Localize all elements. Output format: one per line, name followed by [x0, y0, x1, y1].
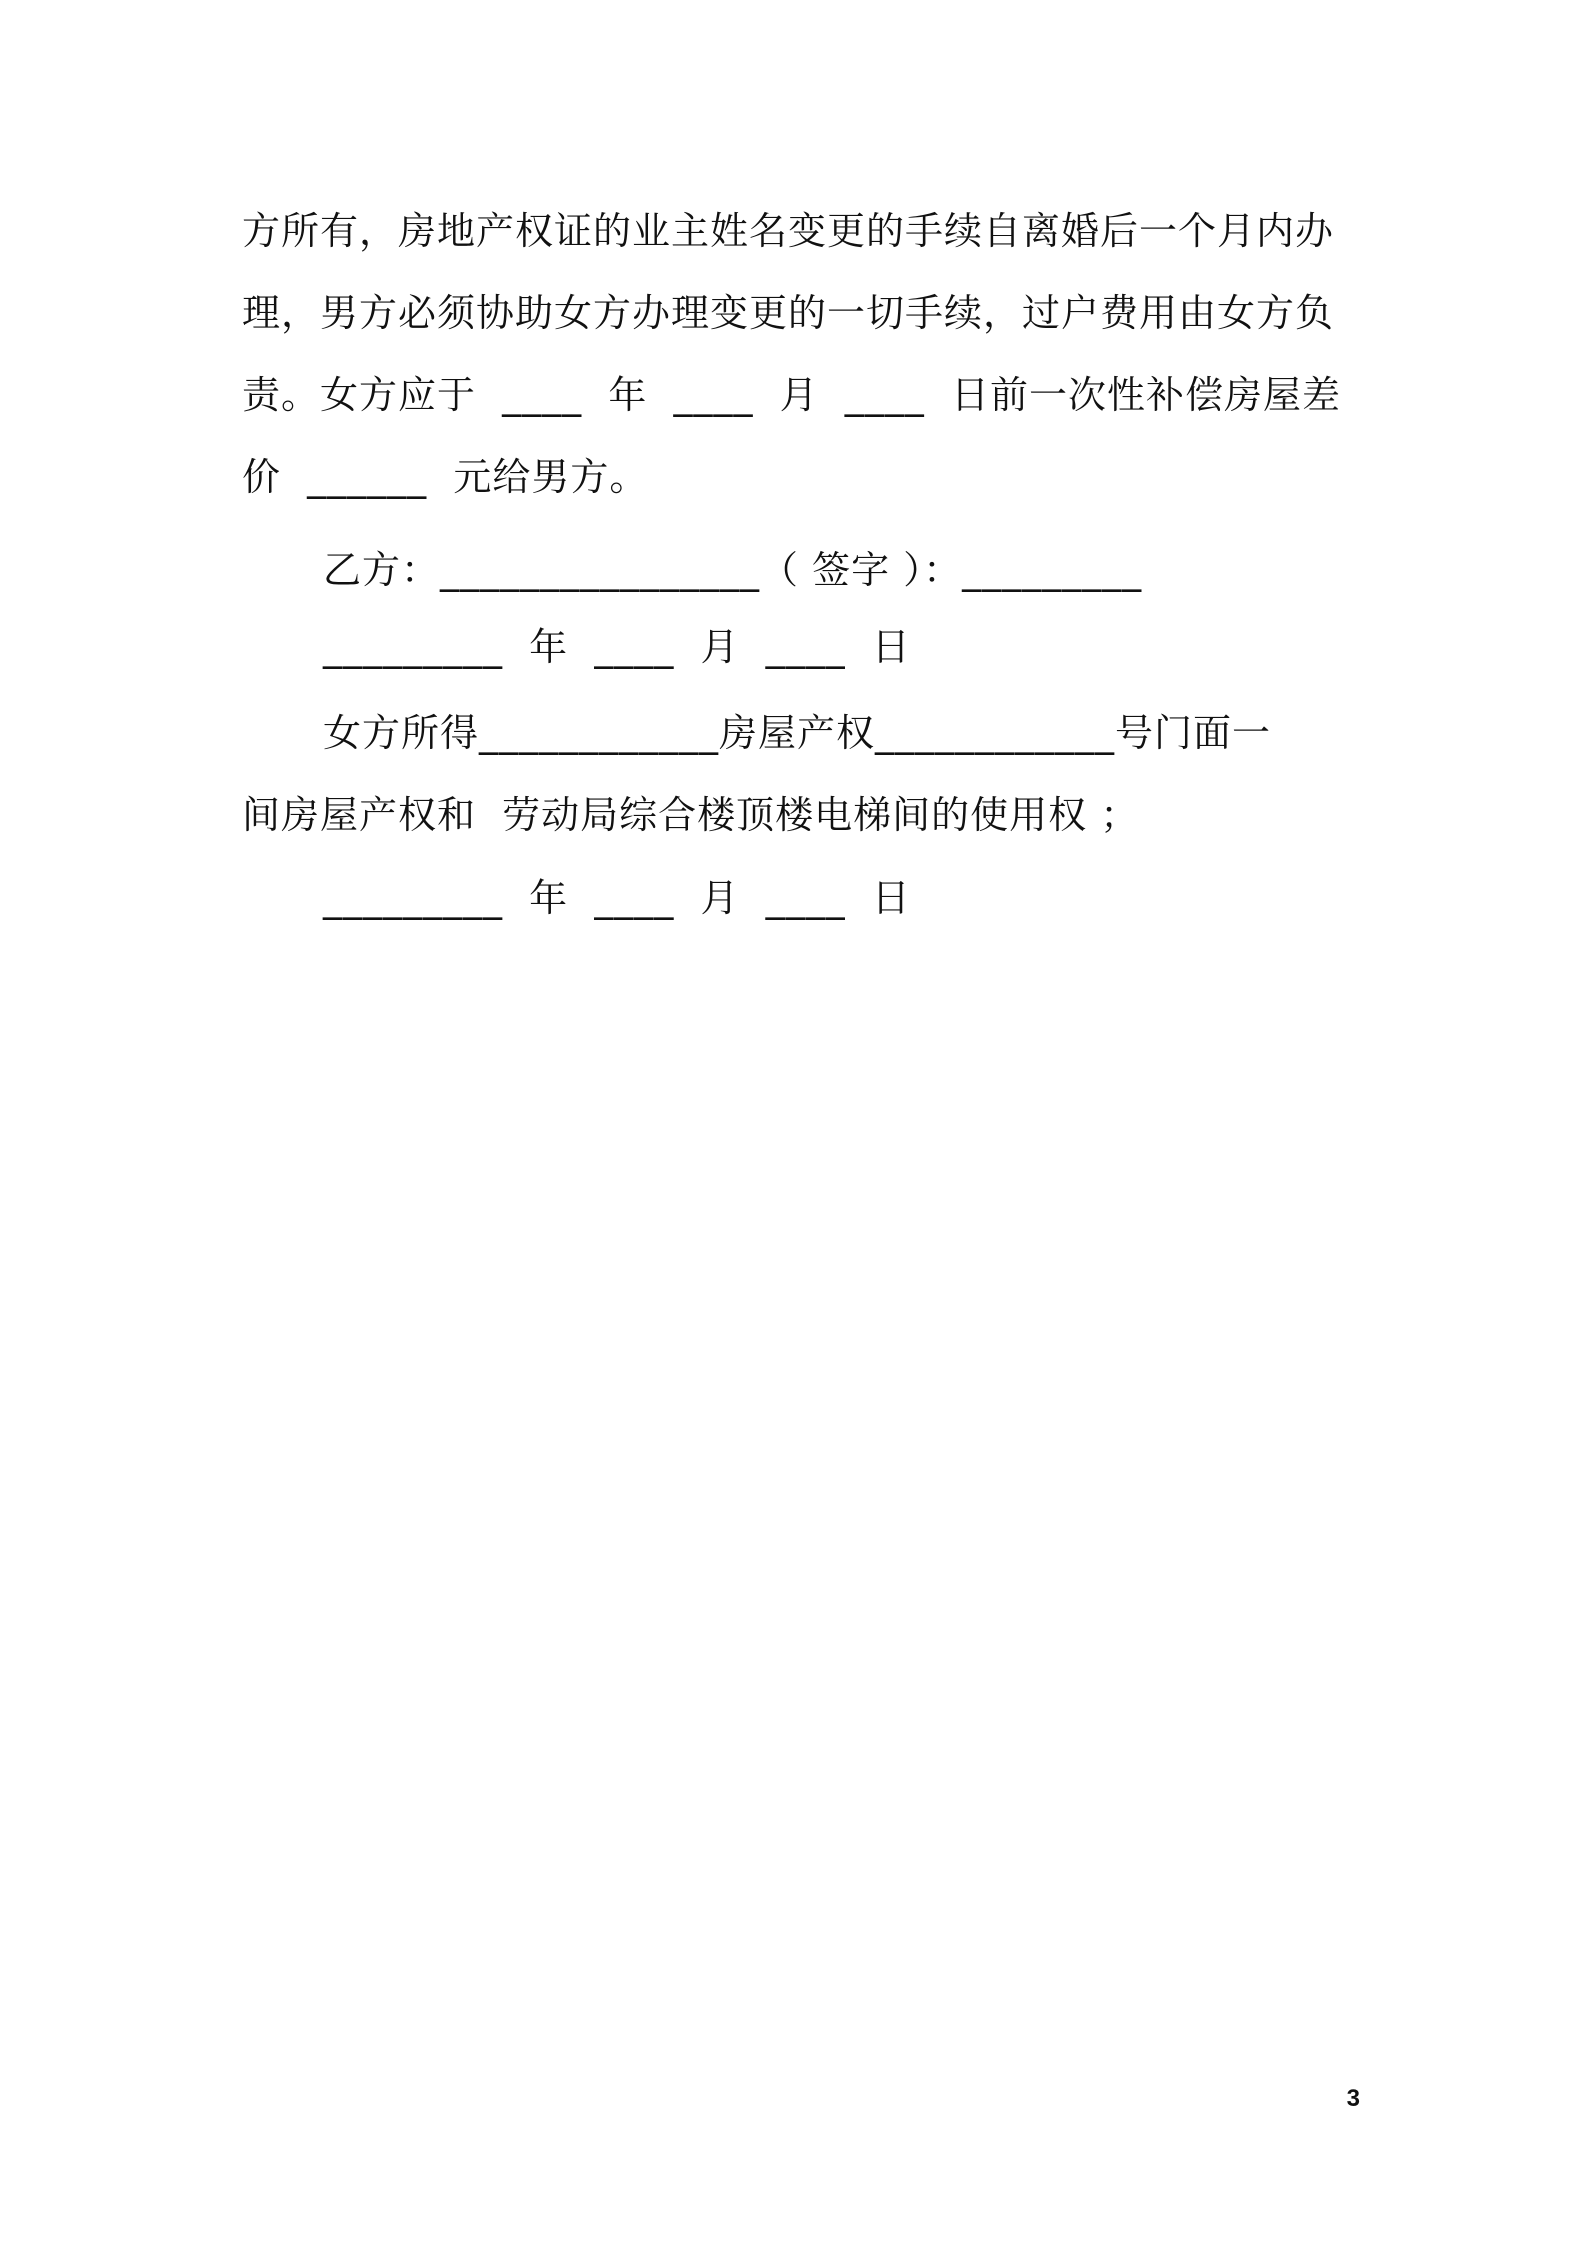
date-line: _________ 年 ____ 月 ____ 日: [323, 625, 911, 669]
body-text-line: 方所有，房地产权证的业主姓名变更的手续自离婚后一个月内办: [242, 209, 1335, 253]
signature-line-party-b: 乙方：________________（ 签字 ）：_________: [323, 548, 1143, 592]
page-number: 3: [1346, 2085, 1360, 2112]
date-line: _________ 年 ____ 月 ____ 日: [323, 876, 911, 920]
body-text-line: 理，男方必须协助女方办理变更的一切手续，过户费用由女方负: [242, 291, 1335, 335]
body-text-line: 女方所得____________房屋产权____________号门面一: [323, 711, 1272, 755]
body-text-line: 间房屋产权和 劳动局综合楼顶楼电梯间的使用权 ；: [242, 793, 1140, 837]
body-text-line: 责。女方应于 ____ 年 ____ 月 ____ 日前一次性补偿房屋差: [242, 373, 1341, 417]
body-text-line: 价 ______ 元给男方。: [242, 455, 649, 499]
